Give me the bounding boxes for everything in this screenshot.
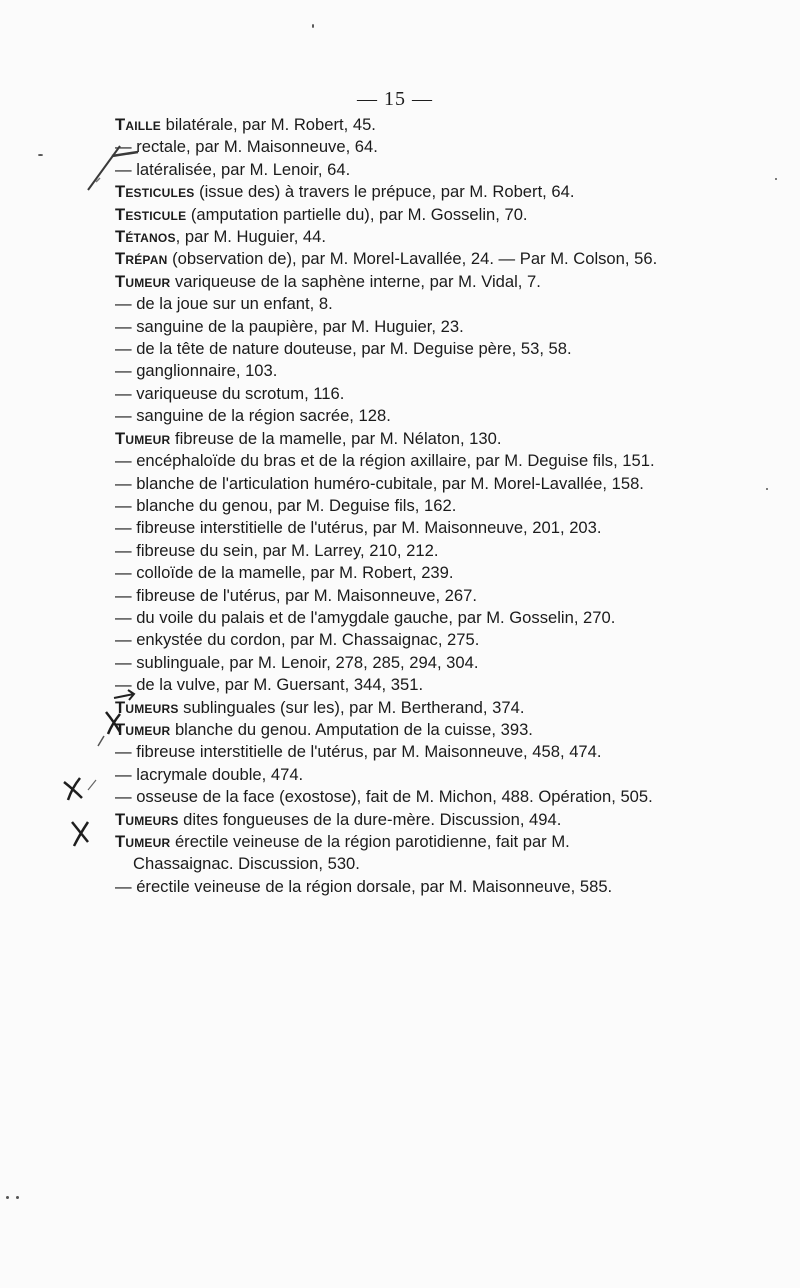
entry-text: — blanche du genou, par M. Deguise fils, 162. <box>115 495 457 515</box>
index-entry <box>115 405 671 427</box>
entry-text: — osseuse de la face (exostose), fait de M. Michon, 488. Opération, 505. <box>115 787 653 807</box>
entry-text: bilatérale, par M. Robert, 45. <box>161 115 376 134</box>
index-entry <box>115 652 671 674</box>
index-entry <box>115 338 671 360</box>
index-entry <box>115 607 671 629</box>
entry-text: — fibreuse du sein, par M. Larrey, 210, 212. <box>115 540 439 560</box>
index-entry <box>115 540 671 562</box>
entry-text: — de la tête de nature douteuse, par M. Deguise père, 53, 58. <box>115 339 572 359</box>
pencil-cross-mark-2 <box>58 772 102 808</box>
index-entry <box>115 809 671 831</box>
entry-text: — lacrymale double, 474. <box>115 764 304 784</box>
index-entry <box>115 181 671 203</box>
entry-headword: Taille <box>115 115 162 134</box>
entry-text: — enkystée du cordon, par M. Chassaignac, 275. <box>115 630 480 650</box>
index-entry <box>115 585 671 607</box>
entry-text: (issue des) à travers le prépuce, par M. Robert, 64. <box>194 182 575 202</box>
index-entry <box>115 629 671 651</box>
scan-speck <box>775 178 777 180</box>
index-entry <box>115 248 671 270</box>
index-entry <box>115 226 671 248</box>
scan-speck <box>6 1196 9 1199</box>
entry-text: — fibreuse interstitielle de l'utérus, par M. Maisonneuve, 201, 203. <box>115 518 602 538</box>
index-entry <box>115 316 671 338</box>
entry-text: — colloïde de la mamelle, par M. Robert, 239. <box>115 563 454 583</box>
index-entry <box>115 271 671 293</box>
index-entry <box>115 360 671 382</box>
entry-text: (amputation partielle du), par M. Gosselin, 70. <box>186 204 528 224</box>
entry-text: variqueuse de la saphène interne, par M. Vidal, 7. <box>170 271 541 291</box>
entry-text: érectile veineuse de la région parotidienne, fait par M. Chassaignac. Discussion, 530. <box>133 832 570 874</box>
entry-text: — rectale, par M. Maisonneuve, 64. <box>115 137 378 157</box>
index-entry <box>115 114 671 136</box>
entry-text: — latéralisée, par M. Lenoir, 64. <box>115 159 351 179</box>
entry-text: — encéphaloïde du bras et de la région axillaire, par M. Deguise fils, 151. <box>115 451 655 471</box>
entry-text: — du voile du palais et de l'amygdale gauche, par M. Gosselin, 270. <box>115 607 616 627</box>
entry-text: — fibreuse de l'utérus, par M. Maisonneuve, 267. <box>115 585 477 605</box>
entry-text: , par M. Huguier, 44. <box>175 227 326 247</box>
entry-headword: Testicule <box>115 204 187 224</box>
index-entry <box>115 719 671 741</box>
entry-text: — sublinguale, par M. Lenoir, 278, 285, 294, 304. <box>115 652 479 672</box>
entry-headword: Tumeur <box>115 271 171 291</box>
scan-speck <box>38 154 43 156</box>
index-entry <box>115 831 671 876</box>
scan-speck <box>16 1196 19 1199</box>
index-entry <box>115 383 671 405</box>
index-entry <box>115 428 671 450</box>
scan-speck <box>766 488 768 490</box>
index-entries <box>115 114 671 898</box>
page-number: — 15 — <box>357 88 433 110</box>
entry-text: — fibreuse interstitielle de l'utérus, par M. Maisonneuve, 458, 474. <box>115 742 602 762</box>
index-entry <box>115 495 671 517</box>
index-entry <box>115 697 671 719</box>
pencil-cross-mark-3 <box>64 816 98 852</box>
entry-headword: Tumeur <box>115 428 171 448</box>
entry-headword: Testicules <box>115 182 195 202</box>
index-entry <box>115 741 671 763</box>
entry-headword: Tumeur <box>115 832 171 851</box>
index-entry <box>115 204 671 226</box>
entry-text: — érectile veineuse de la région dorsale, par M. Maisonneuve, 585. <box>115 876 613 896</box>
entry-text: — sanguine de la région sacrée, 128. <box>115 406 391 426</box>
index-entry <box>115 562 671 584</box>
entry-headword: Tétanos <box>115 227 176 247</box>
entry-text: — de la joue sur un enfant, 8. <box>115 294 333 314</box>
entry-text: — blanche de l'articulation huméro-cubitale, par M. Morel-Lavallée, 158. <box>115 473 644 493</box>
entry-headword: Tumeur <box>115 719 171 739</box>
entry-text: (observation de), par M. Morel-Lavallée, 24. — Par M. Colson, 56. <box>167 249 658 269</box>
entry-headword: Trépan <box>115 249 168 269</box>
index-entry <box>115 517 671 539</box>
entry-text: — variqueuse du scrotum, 116. <box>115 383 345 403</box>
index-entry <box>115 786 671 808</box>
index-entry <box>115 159 671 181</box>
entry-text: — ganglionnaire, 103. <box>115 361 278 381</box>
entry-headword: Tumeurs <box>115 809 179 829</box>
index-entry <box>115 450 671 472</box>
index-entry <box>115 764 671 786</box>
entry-text: fibreuse de la mamelle, par M. Nélaton, 130. <box>170 428 502 448</box>
index-entry <box>115 136 671 158</box>
entry-text: — de la vulve, par M. Guersant, 344, 351. <box>115 675 424 695</box>
index-entry <box>115 293 671 315</box>
index-entry <box>115 876 671 898</box>
scan-speck <box>312 24 314 28</box>
entry-text: sublinguales (sur les), par M. Bertherand, 374. <box>178 697 525 717</box>
entry-headword: Tumeurs <box>115 697 179 717</box>
entry-text: — sanguine de la paupière, par M. Huguier, 23. <box>115 316 464 336</box>
index-entry <box>115 674 671 696</box>
entry-text: dites fongueuses de la dure-mère. Discussion, 494. <box>178 809 562 829</box>
entry-text: blanche du genou. Amputation de la cuisse, 393. <box>170 719 533 739</box>
index-entry <box>115 473 671 495</box>
